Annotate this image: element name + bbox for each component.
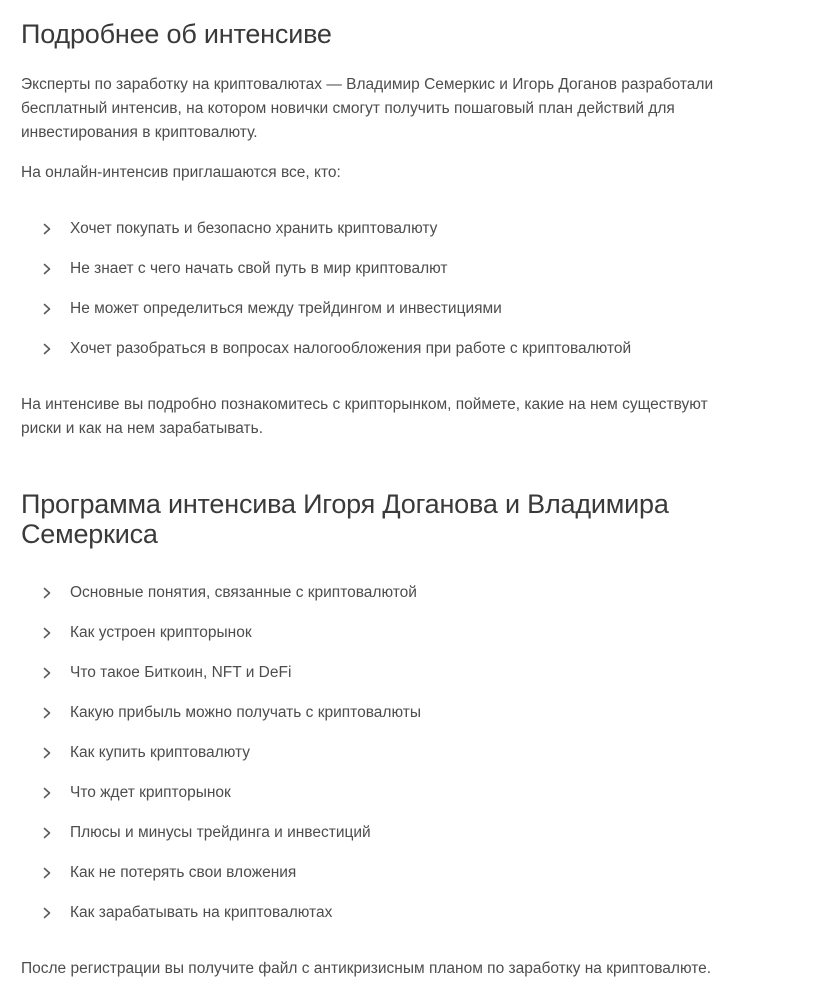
list-item-text: Что такое Биткоин, NFT и DeFi: [70, 664, 292, 681]
intro-line: Эксперты по заработку на криптовалютах — Владимир Семеркис и Игорь Доганов разработали: [21, 76, 714, 93]
chevron-right-icon: [41, 587, 53, 599]
invite-paragraph: На онлайн-интенсив приглашаются все, кто:: [21, 164, 341, 181]
program-heading-line: Семеркиса: [21, 519, 158, 549]
list-item: [21, 701, 781, 741]
chevron-right-icon: [41, 867, 53, 879]
list-item-text: Как не потерять свои вложения: [70, 864, 297, 881]
chevron-right-icon: [41, 627, 53, 639]
outro-paragraph: [21, 393, 761, 441]
intro-paragraph: [21, 73, 781, 145]
audience-list: [21, 217, 781, 377]
list-item: [21, 821, 781, 861]
list-item-text: Что ждет крипторынок: [70, 784, 231, 801]
intro-line: бесплатный интенсив, на котором новички смогут получить пошаговый план действий для: [21, 100, 675, 117]
list-item-text: Основные понятия, связанные с криптовалютой: [70, 584, 417, 601]
list-item: [21, 741, 781, 781]
list-item-text: Плюсы и минусы трейдинга и инвестиций: [70, 824, 371, 841]
list-item: [21, 297, 781, 337]
intro-line: инвестирования в криптовалюту.: [21, 124, 258, 141]
registration-note: После регистрации вы получите файл с антикризисным планом по заработку на криптовалюте.: [21, 960, 712, 977]
outro-line: риски и как на нем зарабатывать.: [21, 420, 264, 437]
list-item: [21, 581, 781, 621]
list-item: [21, 661, 781, 701]
list-item-text: Не знает с чего начать свой путь в мир криптовалют: [70, 260, 448, 277]
chevron-right-icon: [41, 907, 53, 919]
chevron-right-icon: [41, 223, 53, 235]
list-item-text: Как купить криптовалюту: [70, 744, 251, 761]
program-list: [21, 581, 781, 941]
outro-line: На интенсиве вы подробно познакомитесь с крипторынком, поймете, какие на нем существуют: [21, 396, 708, 413]
list-item: [21, 861, 781, 901]
chevron-right-icon: [41, 343, 53, 355]
chevron-right-icon: [41, 303, 53, 315]
program-heading-line: Программа интенсива Игоря Доганова и Владимира: [21, 489, 669, 519]
chevron-right-icon: [41, 787, 53, 799]
chevron-right-icon: [41, 707, 53, 719]
chevron-right-icon: [41, 667, 53, 679]
list-item-text: Какую прибыль можно получать с криптовалюты: [70, 704, 421, 721]
list-item-text: Не может определиться между трейдингом и инвестициями: [70, 300, 502, 317]
list-item: [21, 621, 781, 661]
list-item: [21, 257, 781, 297]
list-item-text: Хочет покупать и безопасно хранить криптовалюту: [70, 220, 438, 237]
list-item: [21, 901, 781, 941]
list-item-text: Как устроен крипторынок: [70, 624, 252, 641]
list-item-text: Хочет разобраться в вопросах налогообложения при работе с криптовалютой: [70, 340, 632, 357]
chevron-right-icon: [41, 827, 53, 839]
list-item: [21, 337, 781, 377]
list-item: [21, 217, 781, 257]
program-heading: [21, 489, 741, 549]
list-item: [21, 781, 781, 821]
chevron-right-icon: [41, 747, 53, 759]
chevron-right-icon: [41, 263, 53, 275]
list-item-text: Как зарабатывать на криптовалютах: [70, 904, 333, 921]
about-heading: Подробнее об интенсиве: [21, 19, 332, 49]
